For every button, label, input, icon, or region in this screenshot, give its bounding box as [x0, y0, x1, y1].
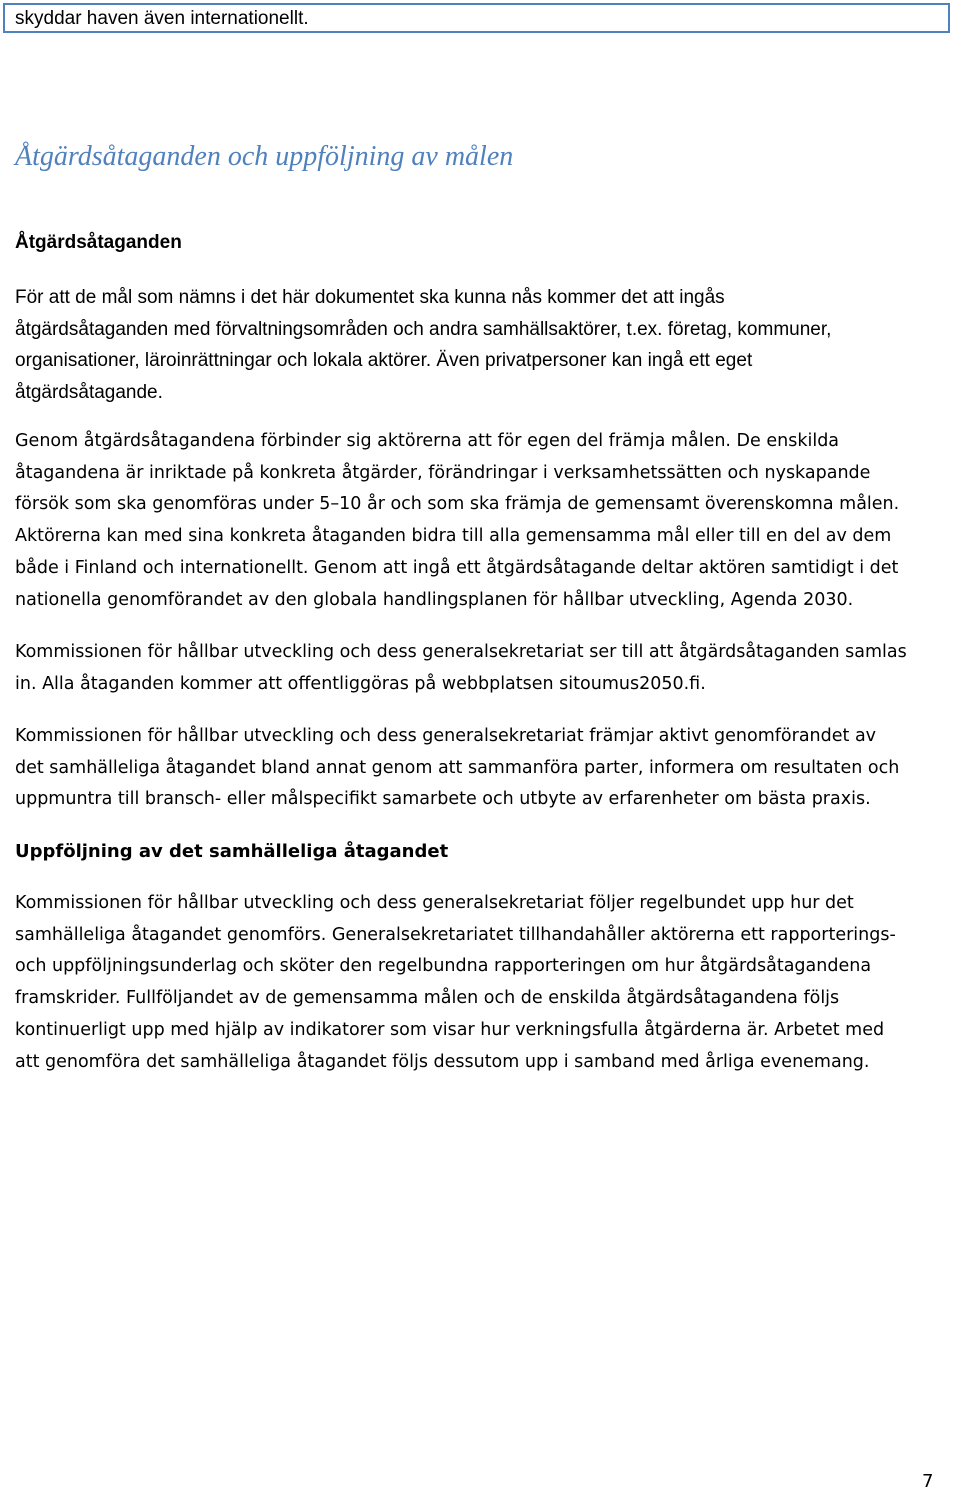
section-heading-uppfoljning: Uppföljning av det samhälleliga åtagandet [15, 841, 449, 862]
text-line: det samhälleliga åtagandet bland annat genom att sammanföra parter, informera om resultaten och [15, 757, 900, 778]
text-line: Kommissionen för hållbar utveckling och dess generalsekretariat främjar aktivt genomförandet av [15, 726, 877, 746]
text-line: åtgärdsåtagande. [15, 381, 163, 403]
text-line: uppmuntra till bransch- eller målspecifikt samarbete och utbyte av erfarenheter om bästa praxis. [15, 789, 871, 810]
text-line: åtgärdsåtaganden med förvaltningsområden och andra samhällsaktörer, t.ex. företag, kommuner, [15, 318, 832, 340]
carryover-text-box [3, 3, 950, 33]
text-line: Kommissionen för hållbar utveckling och dess generalsekretariat följer regelbundet upp hur det [15, 893, 854, 913]
text-line: nationella genomförandet av den globala handlingsplanen för hållbar utveckling, Agenda 2030. [15, 589, 854, 610]
carryover-text: skyddar haven även internationellt. [15, 8, 309, 29]
paragraph-intro [15, 282, 950, 408]
text-line: Genom åtgärdsåtagandena förbinder sig aktörerna att för egen del främja målen. De enskilda [15, 431, 840, 451]
text-line: in. Alla åtaganden kommer att offentliggöras på webbplatsen sitoumus2050.fi. [15, 673, 706, 694]
page-number: 7 [922, 1471, 934, 1492]
section-heading-atgardsataganden: Åtgärdsåtaganden [15, 232, 182, 253]
paragraph-collection [15, 637, 950, 700]
text-line: och uppföljningsunderlag och sköter den regelbundna rapporteringen om hur åtgärdsåtagandena [15, 956, 872, 977]
paragraph-follow-up [15, 888, 950, 1078]
text-line: framskrider. Fullföljandet av de gemensamma målen och de enskilda åtgärdsåtagandena följs [15, 988, 840, 1009]
text-line: samhälleliga åtagandet genomförs. Generalsekretariatet tillhandahåller aktörerna ett rapporterings- [15, 924, 896, 945]
paragraph-promotion [15, 721, 950, 816]
text-line: Kommissionen för hållbar utveckling och dess generalsekretariat ser till att åtgärdsåtaganden samlas [15, 642, 907, 662]
paragraph-commitments [15, 426, 950, 616]
text-line: organisationer, läroinrättningar och lokala aktörer. Även privatpersoner kan ingå ett eget [15, 350, 753, 371]
text-line: Aktörerna kan med sina konkreta åtaganden bidra till alla gemensamma mål eller till en del av dem [15, 526, 892, 547]
text-line: åtagandena är inriktade på konkreta åtgärder, förändringar i verksamhetssätten och nyskapande [15, 462, 871, 483]
text-line: försök som ska genomföras under 5–10 år och som ska främja de gemensamt överenskomna målen. [15, 494, 900, 515]
text-line: kontinuerligt upp med hjälp av indikatorer som visar hur verkningsfulla åtgärderna är. Arbetet med [15, 1019, 885, 1040]
text-line: För att de mål som nämns i det här dokumentet ska kunna nås kommer det att ingås [15, 287, 725, 308]
text-line: både i Finland och internationellt. Genom att ingå ett åtgärdsåtagande deltar aktören samtidigt i det [15, 557, 899, 578]
page-title: Åtgärdsåtaganden och uppföljning av målen [15, 141, 514, 172]
text-line: att genomföra det samhälleliga åtagandet följs dessutom upp i samband med årliga evenemang. [15, 1051, 870, 1072]
